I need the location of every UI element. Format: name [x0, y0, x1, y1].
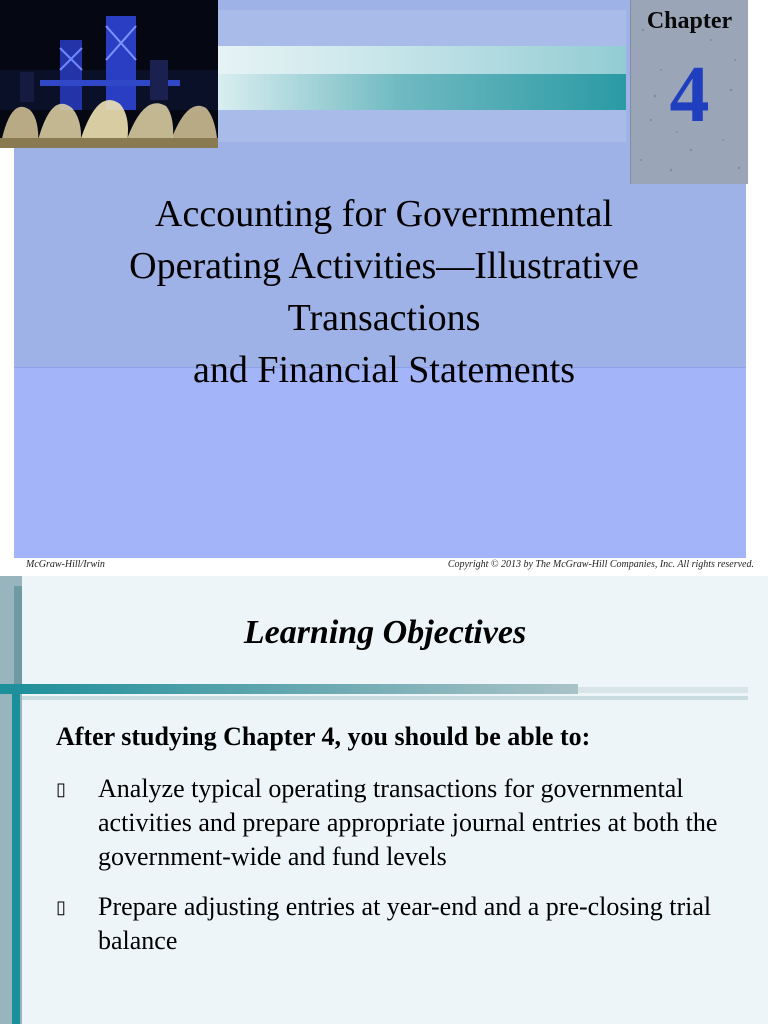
left-margin-strip	[0, 148, 14, 558]
objectives-lead: After studying Chapter 4, you should be able to:	[56, 722, 591, 751]
title-line: Transactions	[287, 297, 481, 339]
title-line: and Financial Statements	[192, 349, 576, 391]
left-accent-top	[14, 586, 22, 686]
chapter-label: Chapter	[646, 8, 733, 34]
header-band-teal	[218, 74, 626, 110]
heading-rule	[0, 684, 578, 694]
heading-rule-extension	[578, 687, 748, 693]
list-item-text: Analyze typical operating transactions for governmental activities and prepare appropriate journal entries at both the government-wide and fund levels	[98, 774, 718, 871]
left-accent-inner	[12, 686, 20, 1024]
publisher-footer: McGraw-Hill/Irwin	[26, 559, 105, 570]
header-band-top	[218, 10, 626, 46]
chapter-box	[630, 0, 748, 184]
slide-title	[40, 188, 728, 396]
title-line: Operating Activities—Illustrative	[129, 245, 639, 287]
objectives-list	[56, 772, 736, 974]
header-band-light	[218, 46, 626, 74]
list-item	[56, 890, 736, 958]
bullet-icon: ▯	[56, 779, 66, 799]
chapter-number: 4	[669, 51, 710, 139]
header-band-bottom	[218, 110, 626, 142]
bullet-icon: ▯	[56, 897, 66, 917]
heading-rule-thin	[22, 696, 748, 700]
title-line: Accounting for Governmental	[155, 193, 613, 235]
city-bridge-photo	[0, 0, 218, 148]
section-heading: Learning Objectives	[243, 614, 527, 651]
list-item	[56, 772, 736, 874]
list-item-text: Prepare adjusting entries at year-end and a pre-closing trial balance	[98, 892, 712, 955]
copyright-footer: Copyright © 2013 by The McGraw-Hill Companies, Inc. All rights reserved.	[447, 559, 754, 570]
learning-objectives-slide	[0, 576, 768, 1024]
